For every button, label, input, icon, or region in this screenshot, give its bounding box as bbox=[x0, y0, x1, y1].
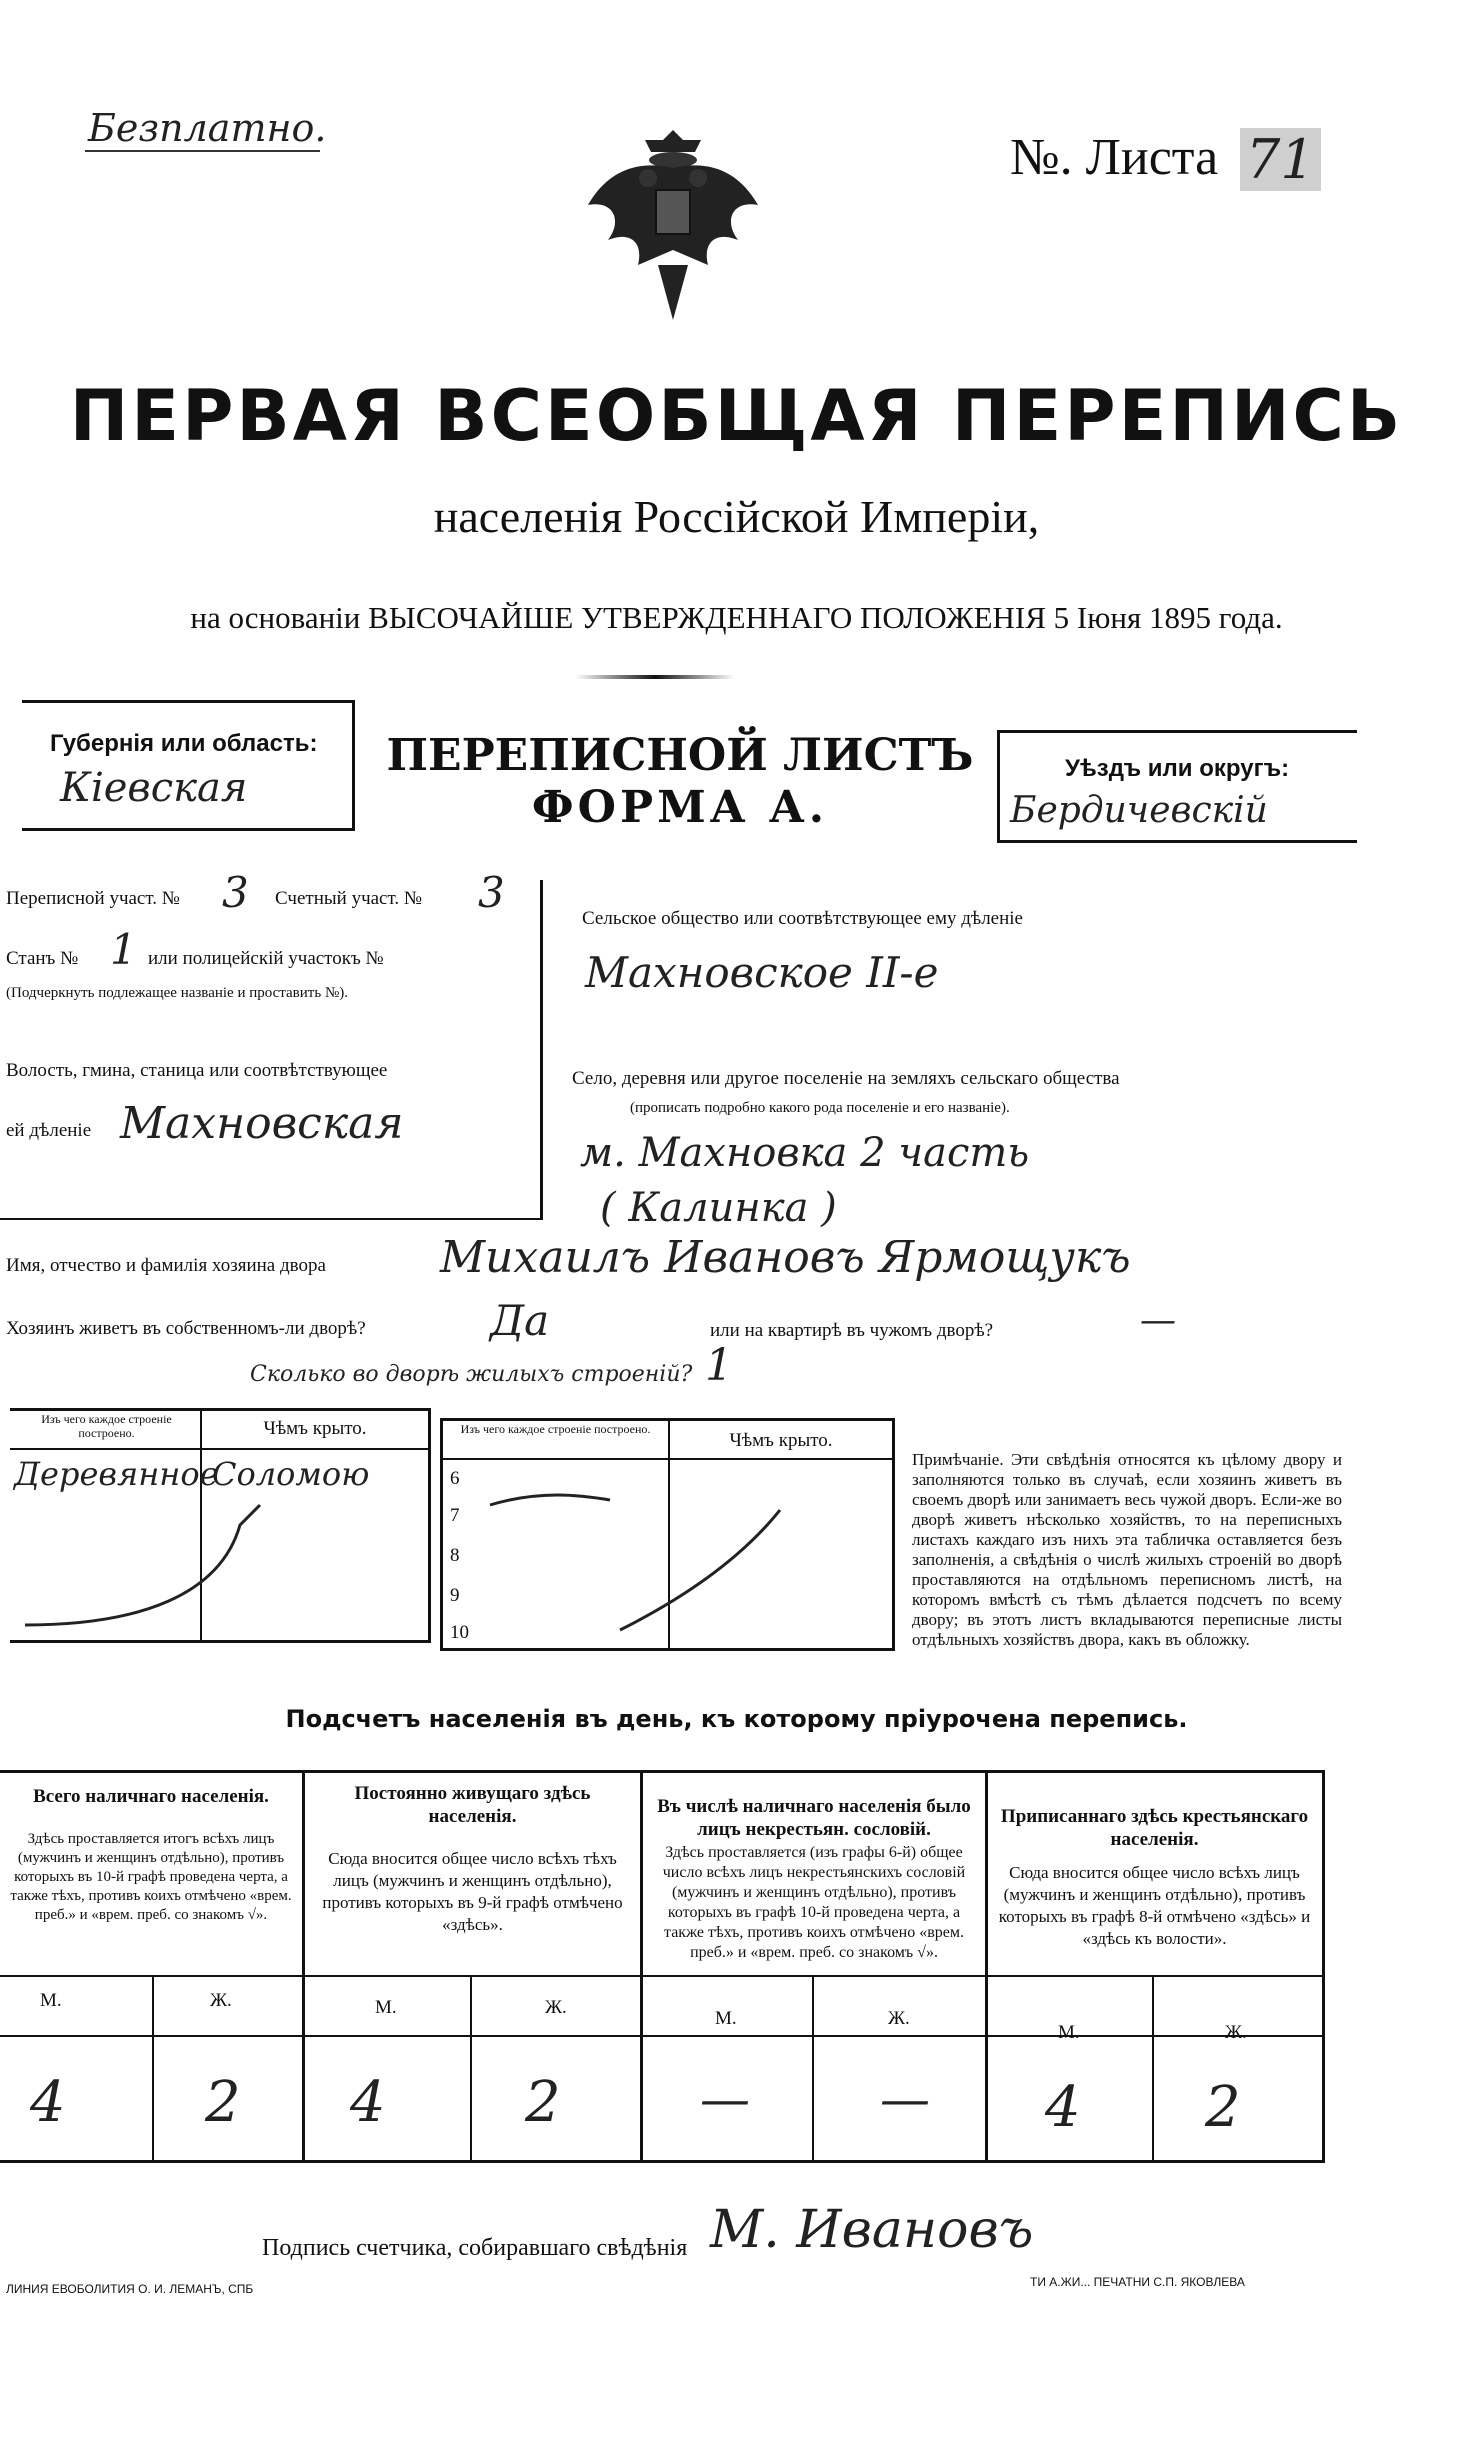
pop-col4-m-label: М. bbox=[1058, 2022, 1080, 2043]
stan-label: Станъ № bbox=[6, 948, 79, 969]
police-label: или полицейскій участокъ № bbox=[148, 948, 384, 969]
signature-label: Подпись счетчика, собиравшаго свѣдѣнія bbox=[262, 2235, 688, 2261]
strike-line-left bbox=[20, 1495, 420, 1635]
village-label: Село, деревня или другое поселеніе на земляхъ сельскаго общества bbox=[572, 1068, 1120, 1089]
rented-label: или на квартирѣ въ чужомъ дворѣ? bbox=[710, 1320, 994, 1341]
pop-col3-f-label: Ж. bbox=[888, 2008, 910, 2029]
subtitle: населенія Россійской Имперіи, bbox=[433, 491, 1040, 542]
pop-col4-f-label: Ж. bbox=[1225, 2022, 1247, 2043]
col-material-header: Изъ чего каждое строеніе построено. bbox=[41, 1412, 172, 1440]
uezd-label: Уѣздъ или округъ: bbox=[1065, 755, 1290, 782]
pop-col1-m: 4 bbox=[30, 2070, 66, 2135]
guberniya-label: Губернія или область: bbox=[50, 730, 318, 757]
imperial-eagle-emblem bbox=[578, 120, 768, 330]
sheet-number-label: №. Листа bbox=[1010, 129, 1219, 186]
basis-line: на основаніи ВЫСОЧАЙШЕ УТВЕРЖДЕННАГО ПОЛОЖЕНІЯ 5 Іюня 1895 года. bbox=[190, 600, 1283, 635]
form-name: ФОРМА А. bbox=[531, 782, 829, 833]
pop-col2-desc: Сюда вносится общее число всѣхъ тѣхъ лицъ (мужчинъ и женщинъ отдѣльно), противъ которыхъ въ 9-й графѣ отмѣчено «здѣсь». bbox=[322, 1849, 623, 1934]
village-value-1: м. Махновка 2 часть bbox=[580, 1130, 1030, 1176]
guberniya-value: Кіевская bbox=[60, 765, 248, 811]
rented-value: — bbox=[1140, 1300, 1176, 1341]
stan-value: 1 bbox=[110, 925, 137, 974]
society-label: Сельское общество или соотвѣтствующее ему дѣленіе bbox=[582, 908, 1023, 929]
row1-material: Деревянное bbox=[14, 1455, 219, 1493]
society-value: Махновское II-е bbox=[585, 948, 939, 997]
pop-col2-f: 2 bbox=[525, 2070, 561, 2135]
pop-col2-m: 4 bbox=[350, 2070, 386, 2135]
printer-right: ТИ А.ЖИ... ПЕЧАТНИ С.П. ЯКОВЛЕВА bbox=[1030, 2275, 1245, 2289]
volost-label: Волость, гмина, станица или соотвѣтствующее bbox=[6, 1060, 388, 1081]
own-yard-value: Да bbox=[490, 1296, 550, 1345]
count-district-value: 3 bbox=[478, 868, 505, 917]
pop-col3-f: — bbox=[880, 2070, 930, 2128]
row-num-8: 8 bbox=[450, 1545, 460, 1566]
row-num-6: 6 bbox=[450, 1468, 460, 1489]
row1-roof: Соломою bbox=[212, 1455, 370, 1493]
village-note: (прописать подробно какого рода поселеніе и его названіе). bbox=[630, 1100, 1010, 1116]
signature-value: М. Ивановъ bbox=[710, 2200, 1034, 2260]
form-title: ПЕРЕПИСНОЙ ЛИСТЪ bbox=[386, 730, 974, 781]
division-value: Махновская bbox=[120, 1098, 404, 1149]
row-num-10: 10 bbox=[450, 1622, 469, 1643]
free-label: Безплатно. bbox=[88, 106, 327, 150]
uezd-value: Бердичевскій bbox=[1010, 790, 1268, 831]
buildings-value: 1 bbox=[705, 1340, 733, 1391]
col-roof-header: Чѣмъ крыто. bbox=[263, 1418, 367, 1439]
pop-col1-desc: Здѣсь проставляется итогъ всѣхъ лицъ (мужчинъ и женщинъ отдѣльно), противъ которыхъ въ 10-й графѣ проведена черта, а также тѣхъ, противъ коихъ отмѣчено «врем. преб.» и «врем. преб. со знакомъ √». bbox=[10, 1831, 292, 1923]
owner-name-value: Михаилъ Ивановъ Ярмощукъ bbox=[440, 1232, 1131, 1283]
row-num-7: 7 bbox=[450, 1505, 460, 1526]
pop-col1-header: Всего наличнаго населенія. bbox=[33, 1786, 269, 1807]
pop-col3-desc: Здѣсь проставляется (изъ графы 6-й) общее число всѣхъ лицъ некрестьянскихъ сословій (мужчинъ и женщинъ отдѣльно), противъ которыхъ въ графѣ 10-й проведена черта, а также тѣхъ, противъ коихъ отмѣчено «врем. преб.» и «врем. преб. со знакомъ √». bbox=[662, 1844, 966, 1961]
pop-col2-header: Постоянно живущаго здѣсь населенія. bbox=[354, 1783, 591, 1827]
col-material-header-right: Изъ чего каждое строеніе построено. bbox=[460, 1422, 651, 1436]
col-roof-header-right: Чѣмъ крыто. bbox=[729, 1430, 833, 1451]
pop-col1-f: 2 bbox=[205, 2070, 241, 2135]
district-note: (Подчеркнуть подлежащее названіе и проставить №). bbox=[6, 985, 348, 1001]
pop-col3-m-label: М. bbox=[715, 2008, 737, 2029]
count-district-label: Счетный участ. № bbox=[275, 888, 422, 909]
pop-col1-f-label: Ж. bbox=[210, 1990, 232, 2011]
ornament-divider bbox=[575, 675, 735, 679]
main-title: ПЕРВАЯ ВСЕОБЩАЯ ПЕРЕПИСЬ bbox=[69, 375, 1404, 457]
division-label: ей дѣленіе bbox=[6, 1120, 92, 1141]
pop-col2-f-label: Ж. bbox=[545, 1997, 567, 2018]
pop-col4-f: 2 bbox=[1205, 2075, 1241, 2140]
strike-line-right bbox=[480, 1470, 880, 1640]
own-yard-label: Хозяинъ живетъ въ собственномъ-ли дворѣ? bbox=[6, 1318, 366, 1339]
buildings-label: Сколько во дворѣ жилыхъ строеній? bbox=[250, 1362, 693, 1387]
printer-left: ЛИНИЯ ЕВОБОЛИТИЯ О. И. ЛЕМАНЪ, СПБ bbox=[6, 2282, 254, 2296]
pop-col3-header: Въ числѣ наличнаго населенія было лицъ некрестьян. сословій. bbox=[657, 1796, 971, 1840]
buildings-note: Примѣчаніе. Эти свѣдѣнія относятся къ цѣлому двору и заполняются только въ случаѣ, если хозяинъ живетъ въ своемъ дворѣ или занимаетъ весь чужой дворъ. Если-же во дворѣ живетъ нѣсколько хозяйствъ, то на переписныхъ листахъ каждаго изъ нихъ эта табличка оставляется безъ заполненія, а свѣдѣнія о числѣ жилыхъ строеній во дворѣ проставляются на отдѣльномъ переписномъ листѣ, на которомъ вмѣстѣ съ тѣмъ дѣлается подсчетъ по всему двору; въ этотъ листъ вкладываются переписные листы отдѣльныхъ хозяйствъ двора, какъ въ обложку. bbox=[912, 1450, 1342, 1649]
free-underline bbox=[85, 150, 320, 152]
pop-col4-desc: Сюда вносится общее число всѣхъ лицъ (мужчинъ и женщинъ отдѣльно), противъ которыхъ въ графѣ 8-й отмѣчено «здѣсь» и «здѣсь къ волости». bbox=[998, 1863, 1311, 1948]
census-district-value: 3 bbox=[222, 868, 249, 917]
village-value-2: ( Калинка ) bbox=[600, 1185, 837, 1231]
owner-name-label: Имя, отчество и фамилія хозяина двора bbox=[6, 1255, 326, 1276]
sheet-number-value: 71 bbox=[1240, 128, 1321, 191]
pop-col4-header: Приписаннаго здѣсь крестьянскаго населенія. bbox=[1000, 1806, 1309, 1850]
pop-col4-m: 4 bbox=[1045, 2075, 1081, 2140]
row-num-9: 9 bbox=[450, 1585, 460, 1606]
pop-col3-m: — bbox=[700, 2070, 750, 2128]
pop-col1-m-label: М. bbox=[40, 1990, 62, 2011]
pop-col2-m-label: М. bbox=[375, 1997, 397, 2018]
census-district-label: Переписной участ. № bbox=[6, 888, 180, 909]
population-title: Подсчетъ населенія въ день, къ которому пріурочена перепись. bbox=[285, 1705, 1188, 1733]
